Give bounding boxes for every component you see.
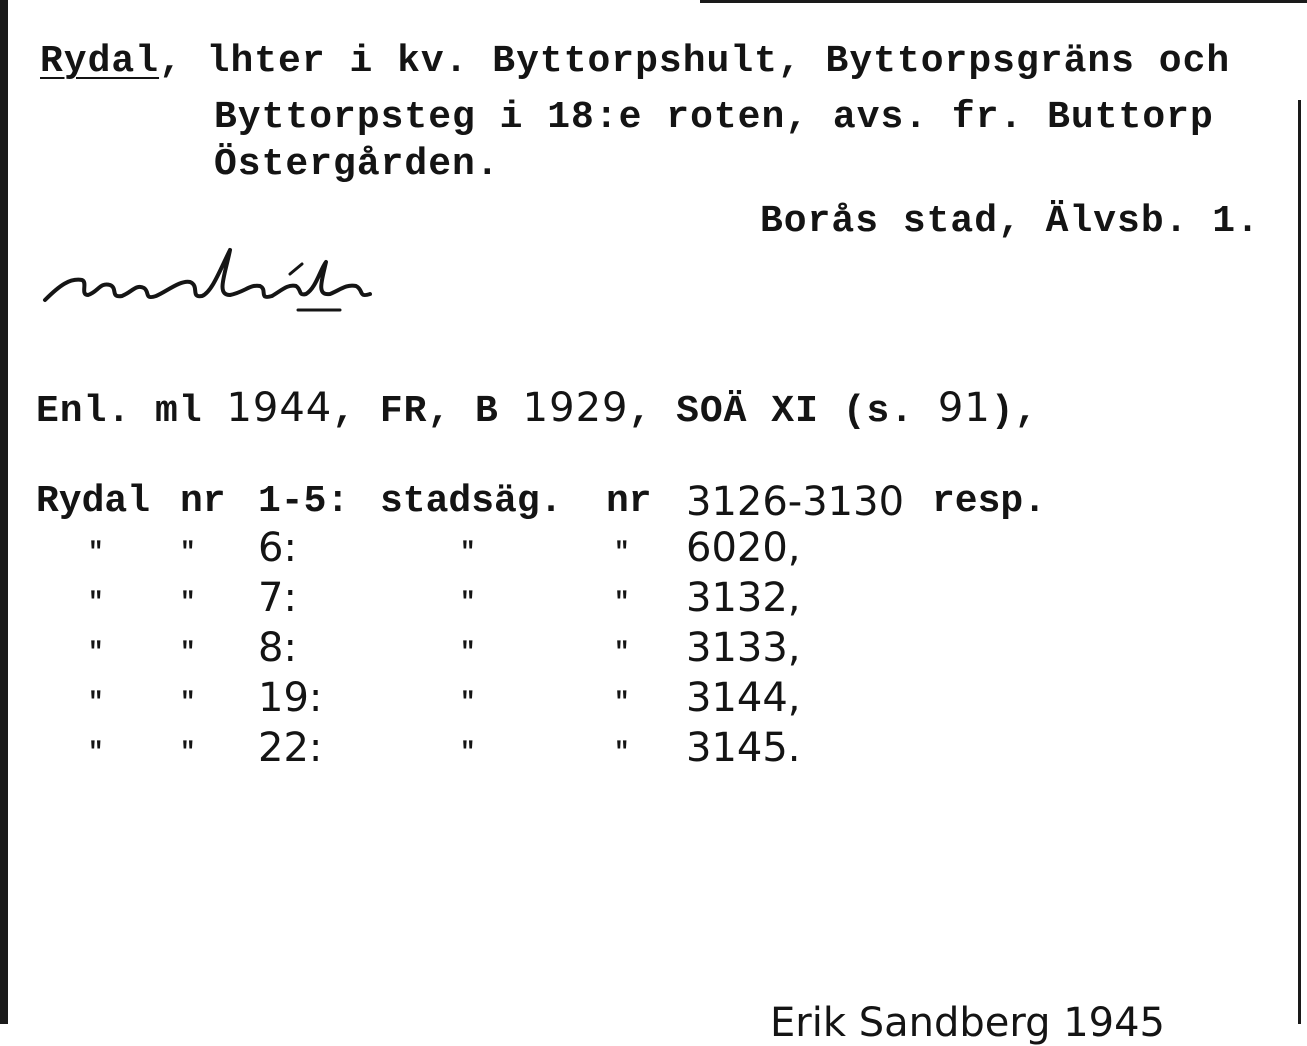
entry-value: 3133, <box>686 625 801 671</box>
header-line-3: Östergården. <box>214 143 500 186</box>
footer-signature: Erik Sandberg 1945 <box>770 1000 1165 1046</box>
entry-name: " <box>88 687 104 717</box>
entry-name: " <box>88 737 104 767</box>
entry-nr2: nr <box>606 480 652 523</box>
location-label: Borås stad, Älvsb. 1. <box>760 200 1260 243</box>
sources-year-2: 1929 <box>522 385 629 431</box>
entry-range: 1-5: <box>258 480 350 523</box>
header-line-2: Byttorpsteg i 18:e roten, avs. fr. Buttorp <box>214 96 1214 139</box>
header-line-1-rest: , lhter i kv. Byttorpshult, Byttorpsgräns och <box>159 40 1231 83</box>
entry-name: " <box>88 637 104 667</box>
sources-after-year-2: , SOÄ XI (s. <box>628 390 938 433</box>
entry-nr: nr <box>180 480 226 523</box>
entry-nr2: " <box>614 687 630 717</box>
entry-note: resp. <box>932 480 1047 523</box>
entry-value: 3144, <box>686 675 801 721</box>
entry-range: 22: <box>258 725 323 771</box>
entry-value: 3145. <box>686 725 801 771</box>
sources-middle: , FR, B <box>332 390 523 433</box>
entry-kind: " <box>460 637 476 667</box>
header-line-1 <box>40 40 1230 84</box>
entry-nr: " <box>180 537 196 567</box>
sources-page: 91 <box>937 385 991 431</box>
entry-nr: " <box>180 587 196 617</box>
entry-nr2: " <box>614 537 630 567</box>
entry-name: " <box>88 537 104 567</box>
handwritten-pronunciation <box>40 240 420 320</box>
sources-line <box>36 386 1038 434</box>
card-top-edge <box>700 0 1307 3</box>
entry-nr2: " <box>614 737 630 767</box>
entry-range: 19: <box>258 675 323 721</box>
entry-nr: " <box>180 687 196 717</box>
entry-kind: " <box>460 537 476 567</box>
card-left-edge <box>0 0 8 1024</box>
entry-value: 6020, <box>686 525 801 571</box>
entry-nr2: " <box>614 587 630 617</box>
entry-range: 7: <box>258 575 297 621</box>
sources-year-1: 1944 <box>226 385 333 431</box>
entry-name: " <box>88 587 104 617</box>
entry-nr: " <box>180 737 196 767</box>
entry-value: 3126-3130 <box>686 479 905 525</box>
sources-suffix: ), <box>990 390 1039 433</box>
entry-nr2: " <box>614 637 630 667</box>
entry-kind: " <box>460 737 476 767</box>
entry-name: Rydal <box>36 480 151 523</box>
entry-range: 6: <box>258 525 297 571</box>
entry-value: 3132, <box>686 575 801 621</box>
entry-range: 8: <box>258 625 297 671</box>
entry-kind: stadsäg. <box>380 480 563 523</box>
sources-prefix: Enl. ml <box>36 390 227 433</box>
entry-kind: " <box>460 587 476 617</box>
card-right-edge <box>1298 100 1301 1024</box>
entry-nr: " <box>180 637 196 667</box>
entry-kind: " <box>460 687 476 717</box>
place-name: Rydal <box>40 40 160 83</box>
